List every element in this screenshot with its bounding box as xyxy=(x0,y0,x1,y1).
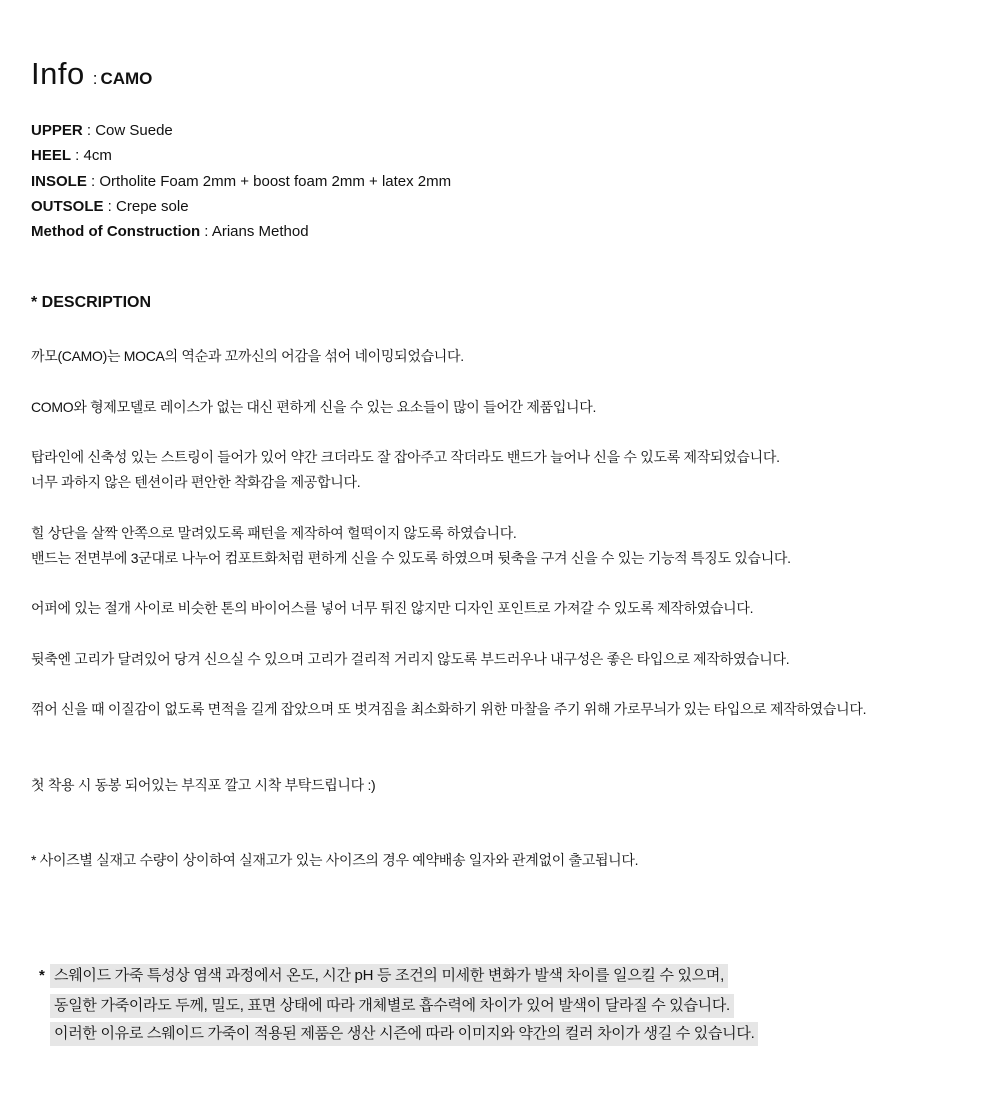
notice-line: 스웨이드 가죽 특성상 염색 과정에서 온도, 시간 pH 등 조건의 미세한 변화가 발색 차이를 일으킬 수 있으며, xyxy=(50,964,728,988)
spec-separator: : xyxy=(71,147,84,165)
info-title xyxy=(31,56,152,92)
spec-value: Ortholite Foam 2mm + boost foam 2mm + latex 2mm xyxy=(99,172,452,190)
description-line: * 사이즈별 실재고 수량이 상이하여 실재고가 있는 사이즈의 경우 예약배송 일자와 관계없이 출고됩니다. xyxy=(31,852,639,868)
spec-key: HEEL xyxy=(31,147,72,165)
spec-value: Arians Method xyxy=(211,223,309,241)
spec-list xyxy=(31,118,451,244)
spec-key: OUTSOLE xyxy=(31,197,104,215)
spec-key: UPPER xyxy=(31,122,83,139)
description-line: COMO와 형제모델로 레이스가 없는 대신 편하게 신을 수 있는 요소들이 많이 들어간 제품입니다. xyxy=(31,399,597,415)
spec-separator: : xyxy=(86,172,100,190)
product-info-page xyxy=(31,0,981,1093)
spec-row-outsole xyxy=(31,194,451,219)
spec-key: INSOLE xyxy=(31,172,87,190)
description-line: 꺾어 신을 때 이질감이 없도록 면적을 길게 잡았으며 또 벗겨짐을 최소화하기 위한 마찰을 주기 위해 가로무늬가 있는 타입으로 제작하였습니다. xyxy=(31,701,867,717)
description-line: 첫 착용 시 동봉 되어있는 부직포 깔고 시착 부탁드립니다 :) xyxy=(31,777,376,793)
title-separator: : xyxy=(92,69,98,88)
spec-row-insole xyxy=(31,169,451,194)
product-name: CAMO xyxy=(100,69,153,88)
spec-row-upper xyxy=(31,118,451,143)
description-line: 힐 상단을 살짝 안쪽으로 말려있도록 패턴을 제작하여 헐떡이지 않도록 하였습니다. xyxy=(31,525,517,541)
description-line: 탑라인에 신축성 있는 스트링이 들어가 있어 약간 크더라도 잘 잡아주고 작더라도 밴드가 늘어나 신을 수 있도록 제작되었습니다. xyxy=(31,449,780,465)
notice-line: 동일한 가죽이라도 두께, 밀도, 표면 상태에 따라 개체별로 흡수력에 차이가 있어 발색이 달라질 수 있습니다. xyxy=(50,994,734,1018)
description-line: 뒷축엔 고리가 달려있어 당겨 신으실 수 있으며 고리가 걸리적 거리지 않도록 부드러우나 내구성은 좋은 타입으로 제작하였습니다. xyxy=(31,651,790,667)
description-line: 밴드는 전면부에 3군대로 나누어 컴포트화처럼 편하게 신을 수 있도록 하였으며 뒷축을 구겨 신을 수 있는 기능적 특징도 있습니다. xyxy=(31,550,791,566)
notice-line: 이러한 이유로 스웨이드 가죽이 적용된 제품은 생산 시즌에 따라 이미지와 약간의 컬러 차이가 생길 수 있습니다. xyxy=(50,1022,758,1046)
spec-value: 4cm xyxy=(83,147,112,165)
spec-separator: : xyxy=(103,197,117,215)
spec-separator: : xyxy=(200,223,212,241)
spec-value: Cow Suede xyxy=(95,122,173,139)
spec-key: Method of Construction xyxy=(31,223,201,241)
description-line: 까모(CAMO)는 MOCA의 역순과 꼬까신의 어감을 섞어 네이밍되었습니다. xyxy=(31,348,464,364)
description-heading: * DESCRIPTION xyxy=(31,294,152,311)
description-line: 너무 과하지 않은 텐션이라 편안한 착화감을 제공합니다. xyxy=(31,474,361,490)
notice-marker: * xyxy=(39,967,45,984)
description-line: 어퍼에 있는 절개 사이로 비슷한 톤의 바이어스를 넣어 너무 튀진 않지만 디자인 포인트로 가져갈 수 있도록 제작하였습니다. xyxy=(31,600,754,616)
spec-separator: : xyxy=(82,122,96,139)
spec-row-heel xyxy=(31,143,451,168)
spec-value: Crepe sole xyxy=(116,197,189,215)
spec-row-construction xyxy=(31,219,451,244)
page-title: Info xyxy=(31,56,85,91)
